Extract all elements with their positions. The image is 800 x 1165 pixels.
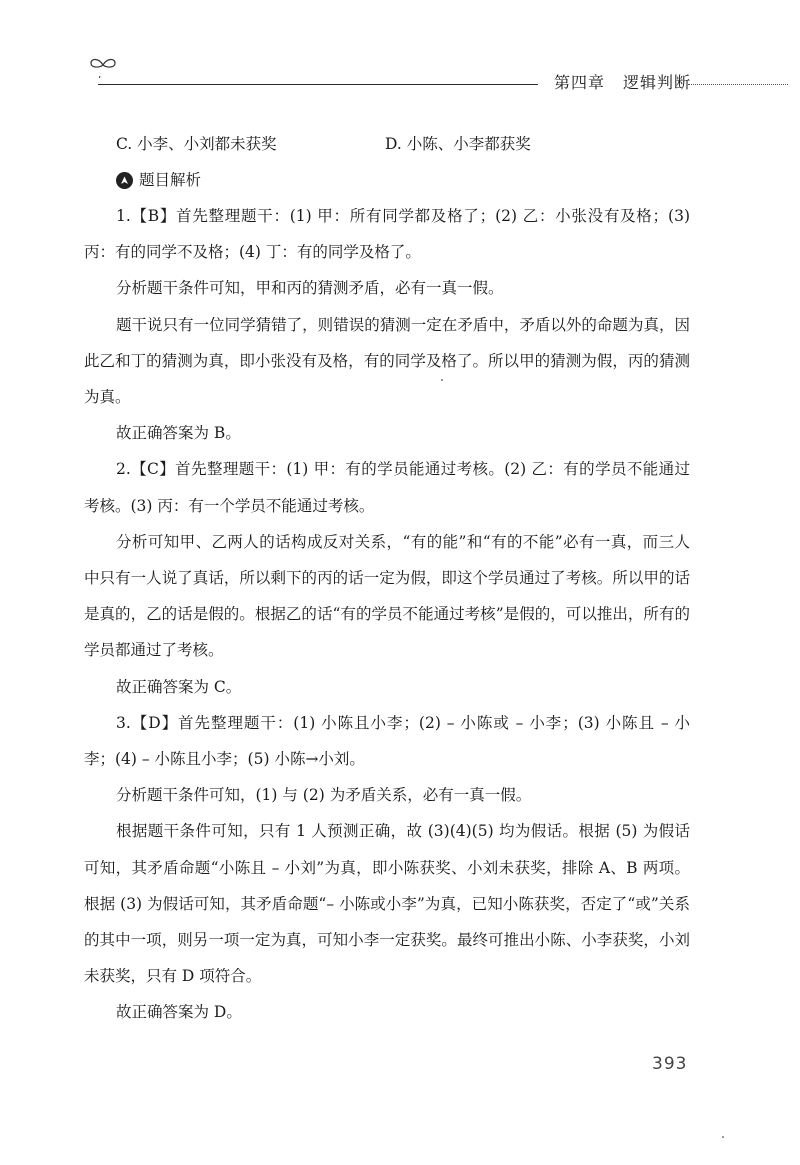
paragraph: 分析题干条件可知，甲和丙的猜测矛盾，必有一真一假。 bbox=[116, 279, 504, 298]
scan-speck bbox=[722, 1136, 724, 1138]
option-d: D. 小陈、小李都获奖 bbox=[385, 135, 531, 153]
page-number: 393 bbox=[652, 1054, 688, 1074]
header-chapter-title bbox=[554, 70, 691, 93]
paragraph: 2.【C】首先整理题干：(1) 甲：有的学员能通过考核。(2) 乙：有的学员不能通过考核。(3) 丙：有一个学员不能通过考核。 bbox=[84, 460, 690, 515]
paragraph: 故正确答案为 B。 bbox=[116, 424, 241, 443]
header-dotted-rule bbox=[688, 84, 788, 85]
paragraph: 分析题干条件可知，(1) 与 (2) 为矛盾关系，必有一真一假。 bbox=[116, 786, 532, 805]
paragraph: 故正确答案为 C。 bbox=[116, 677, 242, 696]
answer-options bbox=[84, 126, 690, 162]
chapter-title: 逻辑判断 bbox=[623, 73, 692, 92]
chapter-number: 第四章 bbox=[554, 73, 606, 92]
page-header bbox=[0, 0, 800, 100]
paragraph: 1.【B】首先整理题干：(1) 甲：所有同学都及格了；(2) 乙：小张没有及格；(3) 丙：有的同学不及格；(4) 丁：有的同学及格了。 bbox=[84, 207, 690, 262]
paragraph: 分析可知甲、乙两人的话构成反对关系，“有的能”和“有的不能”必有一真，而三人中只有一人说了真话，所以剩下的丙的话一定为假，即这个学员通过了考核。所以甲的话是真的，乙的话是假的。根据乙的话“有的学员不能通过考核”是假的，可以推出，所有的学员都通过了考核。 bbox=[84, 532, 690, 660]
section-title: 题目解析 bbox=[139, 170, 202, 189]
option-c: C. 小李、小刘都未获奖 bbox=[116, 135, 277, 153]
paragraph: 题干说只有一位同学猜错了，则错误的猜测一定在矛盾中，矛盾以外的命题为真，因此乙和丁的猜测为真，即小张没有及格，有的同学及格了。所以甲的猜测为假，丙的猜测为真。 bbox=[84, 315, 690, 407]
header-ornament-icon bbox=[88, 54, 118, 78]
paragraph: 故正确答案为 D。 bbox=[116, 1003, 242, 1022]
scan-speck bbox=[441, 379, 443, 381]
pen-nib-icon bbox=[116, 172, 133, 189]
header-rule bbox=[98, 84, 538, 85]
page-content bbox=[84, 126, 690, 1031]
section-heading bbox=[84, 162, 690, 198]
paragraph: 根据题干条件可知，只有 1 人预测正确，故 (3)(4)(5) 均为假话。根据 (5) 为假话可知，其矛盾命题“小陈且 – 小刘”为真，即小陈获奖、小刘未获奖，排除 A、B 两项。根据 (3) 为假话可知，其矛盾命题“– 小陈或小李”为真，已知小陈获奖，否定了“或”关系的其中一项，则另一项一定为真，可知小李一定获奖。最终可推出小陈、小李获奖，小刘未获奖，只有 D 项符合。 bbox=[84, 822, 690, 986]
paragraph: 3.【D】首先整理题干：(1) 小陈且小李；(2) – 小陈或 – 小李；(3) 小陈且 – 小李；(4) – 小陈且小李；(5) 小陈→小刘。 bbox=[84, 713, 690, 769]
